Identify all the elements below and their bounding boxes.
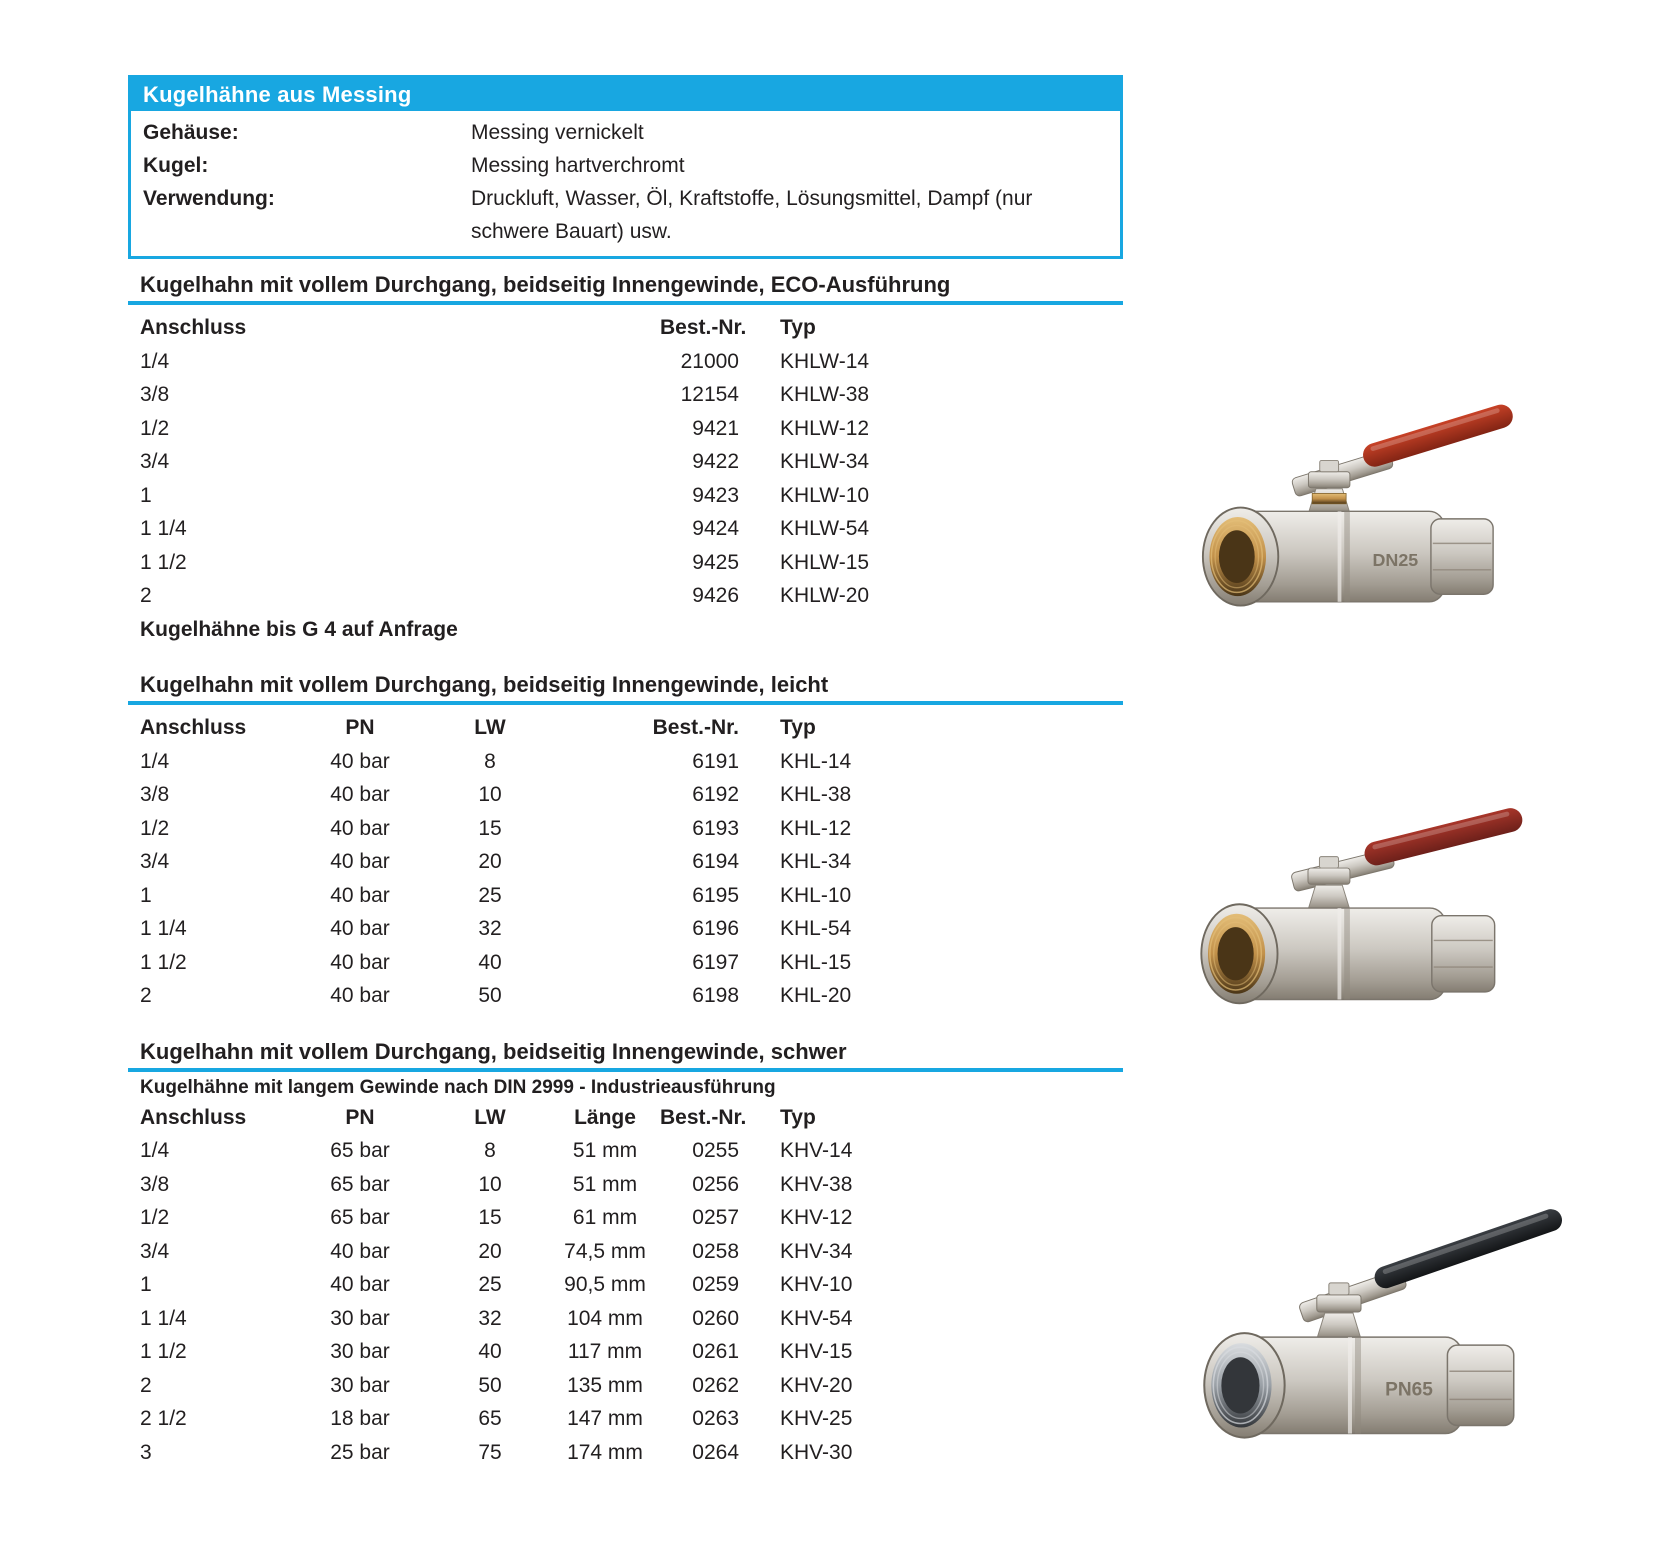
table-cell: 3/4 — [140, 1239, 170, 1263]
table-schwer — [140, 1101, 1123, 1470]
column-header: Typ — [780, 1105, 816, 1129]
table-row — [140, 812, 1123, 846]
table-cell: 6196 — [692, 917, 739, 940]
table-cell: 10 — [478, 783, 502, 806]
column-header: Typ — [780, 316, 816, 339]
ball-valve-photo-schwer — [1148, 1186, 1570, 1448]
table-row — [140, 479, 1123, 513]
table-cell: 3/4 — [140, 850, 170, 873]
column-header: PN — [345, 1105, 375, 1129]
info-box-rows — [131, 111, 1120, 256]
table-row — [140, 1168, 1123, 1202]
table-cell: KHV-12 — [780, 1206, 853, 1229]
table-note: Kugelhähne bis G 4 auf Anfrage — [140, 617, 458, 641]
table-cell: 0260 — [692, 1306, 739, 1330]
table-eco — [140, 311, 1123, 613]
table-cell: 40 bar — [330, 1239, 390, 1263]
table-row — [140, 845, 1123, 879]
column-header: PN — [345, 716, 375, 739]
info-value: Messing vernickelt — [471, 121, 644, 144]
table-cell: 6193 — [692, 816, 739, 840]
table-cell: 9425 — [692, 550, 739, 574]
table-cell: 40 bar — [330, 883, 390, 907]
section-schwer — [128, 1039, 1123, 1470]
table-cell: KHL-12 — [780, 816, 852, 840]
table-cell: 6191 — [692, 749, 739, 773]
table-row — [140, 979, 1123, 1013]
table-row — [140, 378, 1123, 412]
table-cell: 1/4 — [140, 749, 170, 773]
section-title: Kugelhahn mit vollem Durchgang, beidseitig Innengewinde, schwer — [140, 1038, 847, 1064]
section-rule — [128, 1068, 1123, 1072]
table-cell: 1 1/2 — [140, 550, 187, 574]
table-cell: 30 bar — [330, 1306, 390, 1330]
table-cell: 6198 — [692, 984, 739, 1007]
info-value: Messing hartverchromt — [471, 154, 685, 177]
table-cell: 3 — [140, 1440, 152, 1464]
table-cell: 1 1/2 — [140, 1340, 187, 1363]
table-cell: KHLW-15 — [780, 550, 870, 574]
table-cell: 6197 — [692, 950, 739, 974]
table-cell: 40 bar — [330, 917, 390, 940]
table-cell: 9421 — [692, 416, 739, 440]
table-row — [140, 445, 1123, 479]
table-cell: 40 — [478, 950, 502, 974]
table-row — [140, 1369, 1123, 1403]
table-cell: KHV-54 — [780, 1306, 853, 1330]
column-header: Best.-Nr. — [660, 1105, 747, 1129]
table-cell: 6194 — [692, 850, 739, 873]
table-cell: 10 — [478, 1172, 502, 1196]
table-row — [140, 1402, 1123, 1436]
table-row — [140, 879, 1123, 913]
table-cell: 1 — [140, 1273, 152, 1296]
table-cell: KHLW-38 — [780, 383, 870, 406]
table-cell: 21000 — [680, 349, 739, 373]
table-cell: 117 mm — [567, 1340, 643, 1363]
table-cell: 90,5 mm — [564, 1273, 646, 1296]
table-cell: 40 bar — [330, 950, 390, 974]
table-cell: 3/8 — [140, 383, 170, 406]
table-cell: 2 1/2 — [140, 1407, 187, 1430]
section-title: Kugelhahn mit vollem Durchgang, beidseitig Innengewinde, ECO-Ausführung — [140, 272, 951, 297]
info-row — [143, 149, 1108, 182]
section-subtitle: Kugelhähne mit langem Gewinde nach DIN 2999 - Industrieausführung — [140, 1076, 776, 1098]
table-cell: KHLW-10 — [780, 483, 870, 507]
table-cell: 1/4 — [140, 349, 170, 373]
table-row — [140, 912, 1123, 946]
column-header: Länge — [574, 1105, 636, 1129]
table-cell: 40 bar — [330, 984, 390, 1007]
info-row — [143, 182, 1108, 248]
table-header-row — [140, 711, 1123, 745]
table-row — [140, 512, 1123, 546]
table-cell: 32 — [478, 917, 502, 940]
table-cell: 2 — [140, 1373, 152, 1397]
table-row — [140, 1302, 1123, 1336]
table-cell: 65 bar — [330, 1206, 390, 1229]
table-leicht — [140, 711, 1123, 1013]
column-header: Best.-Nr. — [660, 316, 747, 339]
column-header: LW — [474, 716, 506, 739]
table-cell: KHL-38 — [780, 783, 852, 806]
column-header: LW — [474, 1105, 506, 1129]
info-value: Druckluft, Wasser, Öl, Kraftstoffe, Lösungsmittel, Dampf (nur schwere Bauart) usw. — [471, 187, 1033, 243]
table-cell: 15 — [478, 816, 502, 840]
table-cell: KHV-25 — [780, 1407, 853, 1430]
table-cell: 25 — [478, 883, 502, 907]
table-cell: 65 bar — [330, 1139, 390, 1162]
table-cell: KHLW-12 — [780, 416, 870, 440]
table-cell: 6192 — [692, 783, 739, 806]
table-cell: KHV-10 — [780, 1273, 853, 1296]
table-cell: 40 — [478, 1340, 502, 1363]
table-row — [140, 1134, 1123, 1168]
table-cell: KHLW-20 — [780, 584, 870, 607]
table-row — [140, 946, 1123, 980]
table-cell: 40 bar — [330, 783, 390, 806]
table-row — [140, 345, 1123, 379]
column-header: Anschluss — [140, 1105, 247, 1129]
table-cell: 3/4 — [140, 450, 170, 473]
table-cell: 25 bar — [330, 1440, 390, 1464]
column-header: Anschluss — [140, 716, 247, 739]
table-cell: 1 1/4 — [140, 517, 187, 540]
table-cell: KHL-15 — [780, 950, 852, 974]
table-cell: KHL-54 — [780, 917, 852, 940]
info-label: Gehäuse: — [143, 121, 239, 144]
table-cell: 32 — [478, 1306, 502, 1330]
svg-text:DN25: DN25 — [1372, 550, 1419, 570]
table-cell: 51 mm — [572, 1172, 638, 1196]
table-cell: 1 1/4 — [140, 917, 187, 940]
table-row — [140, 1235, 1123, 1269]
table-header-row — [140, 1101, 1123, 1135]
table-cell: 135 mm — [567, 1373, 643, 1397]
table-cell: 0264 — [692, 1440, 739, 1464]
table-cell: 74,5 mm — [564, 1239, 646, 1263]
table-cell: 0262 — [692, 1373, 739, 1397]
table-cell: 65 bar — [330, 1172, 390, 1196]
table-row — [140, 1268, 1123, 1302]
table-cell: 9424 — [692, 517, 739, 540]
column-header: Best.-Nr. — [652, 716, 739, 739]
table-row — [140, 1436, 1123, 1470]
table-cell: 65 — [478, 1407, 502, 1430]
table-row — [140, 745, 1123, 779]
column-header: Typ — [780, 716, 816, 739]
table-cell: 1/2 — [140, 1206, 170, 1229]
table-cell: 0256 — [692, 1172, 739, 1196]
table-cell: 18 bar — [330, 1407, 390, 1430]
table-row — [140, 412, 1123, 446]
table-cell: 50 — [478, 984, 502, 1007]
table-cell: 147 mm — [567, 1407, 643, 1430]
table-cell: 1 — [140, 883, 152, 907]
table-cell: 1 1/4 — [140, 1306, 187, 1330]
table-cell: 1/2 — [140, 816, 170, 840]
table-cell: 0257 — [692, 1206, 739, 1229]
table-cell: 2 — [140, 584, 152, 607]
table-cell: 1/4 — [140, 1139, 170, 1162]
table-cell: 0258 — [692, 1239, 739, 1263]
table-cell: 50 — [478, 1373, 502, 1397]
section-leicht — [128, 672, 1123, 1013]
table-cell: KHLW-34 — [780, 450, 870, 473]
table-cell: 40 bar — [330, 816, 390, 840]
table-cell: 9426 — [692, 584, 739, 607]
table-cell: KHL-34 — [780, 850, 852, 873]
table-cell: KHV-34 — [780, 1239, 853, 1263]
info-label: Verwendung: — [143, 187, 275, 210]
table-cell: 20 — [478, 1239, 502, 1263]
table-cell: KHL-10 — [780, 883, 852, 907]
table-cell: KHV-15 — [780, 1340, 853, 1363]
table-row — [140, 1335, 1123, 1369]
table-row — [140, 579, 1123, 613]
table-cell: KHLW-54 — [780, 517, 870, 540]
table-cell: 0261 — [692, 1340, 739, 1363]
table-cell: KHV-14 — [780, 1139, 853, 1162]
info-row — [143, 116, 1108, 149]
table-row — [140, 546, 1123, 580]
table-row — [140, 778, 1123, 812]
info-box-title: Kugelhähne aus Messing — [131, 78, 1120, 111]
table-cell: 30 bar — [330, 1373, 390, 1397]
table-header-row — [140, 311, 1123, 345]
table-cell: 8 — [484, 1139, 496, 1162]
table-cell: 75 — [478, 1440, 502, 1464]
table-cell: 2 — [140, 984, 152, 1007]
table-row — [140, 1201, 1123, 1235]
section-eco — [128, 272, 1123, 646]
table-cell: 61 mm — [572, 1206, 638, 1229]
table-cell: 6195 — [692, 883, 739, 907]
table-cell: 15 — [478, 1206, 502, 1229]
content-column — [128, 75, 1123, 1469]
section-title: Kugelhahn mit vollem Durchgang, beidseitig Innengewinde, leicht — [140, 672, 829, 697]
table-cell: KHV-20 — [780, 1373, 853, 1397]
table-cell: KHV-38 — [780, 1172, 853, 1196]
table-cell: 12154 — [680, 383, 739, 406]
product-info-box — [128, 75, 1123, 259]
table-cell: KHV-30 — [780, 1440, 853, 1464]
table-cell: 174 mm — [567, 1440, 643, 1464]
table-cell: 0263 — [692, 1407, 739, 1430]
svg-text:PN65: PN65 — [1385, 1379, 1433, 1401]
table-cell: KHL-20 — [780, 984, 852, 1007]
table-cell: 1/2 — [140, 416, 170, 440]
ball-valve-photo-eco — [1148, 370, 1548, 615]
table-cell: 9422 — [692, 450, 739, 473]
table-cell: 0255 — [692, 1139, 739, 1162]
table-cell: 1 1/2 — [140, 950, 187, 974]
table-cell: 40 bar — [330, 850, 390, 873]
table-cell: 25 — [478, 1273, 502, 1296]
column-header: Anschluss — [140, 316, 247, 339]
table-cell: 1 — [140, 483, 152, 507]
table-cell: 40 bar — [330, 749, 390, 773]
table-cell: KHLW-14 — [780, 349, 870, 373]
table-cell: 30 bar — [330, 1340, 390, 1363]
ball-valve-photo-leicht — [1148, 763, 1548, 1015]
table-cell: 9423 — [692, 483, 739, 507]
table-cell: KHL-14 — [780, 749, 852, 773]
table-cell: 0259 — [692, 1273, 739, 1296]
table-cell: 51 mm — [572, 1139, 638, 1162]
table-cell: 104 mm — [567, 1306, 643, 1330]
info-label: Kugel: — [143, 154, 209, 177]
table-cell: 40 bar — [330, 1273, 390, 1296]
table-cell: 3/8 — [140, 783, 170, 806]
table-cell: 3/8 — [140, 1172, 170, 1196]
table-cell: 8 — [484, 749, 496, 773]
table-cell: 20 — [478, 850, 502, 873]
